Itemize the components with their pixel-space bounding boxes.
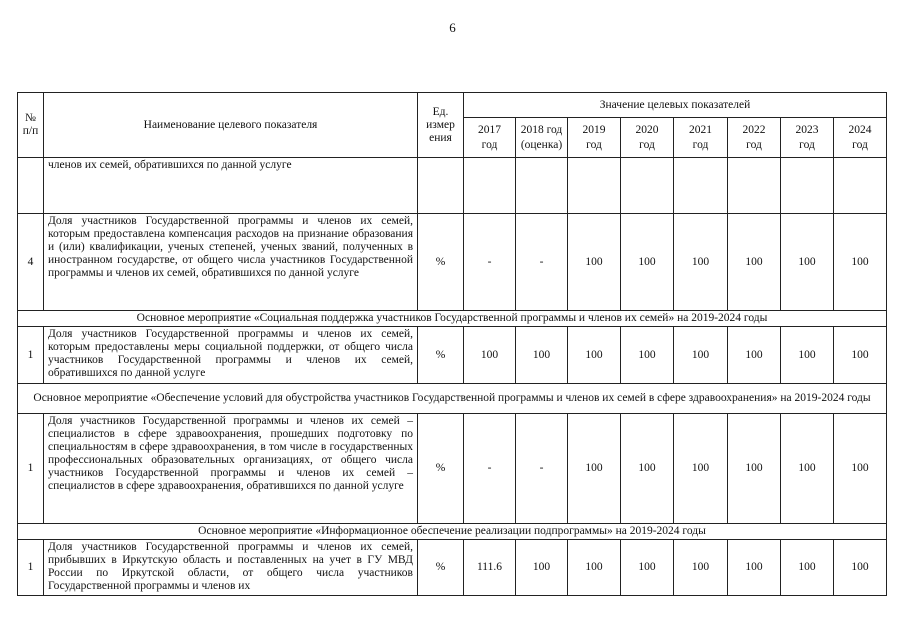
value-cell: 100 xyxy=(834,214,887,311)
row-num: 1 xyxy=(18,327,44,384)
value-cell: 100 xyxy=(834,414,887,524)
value-cell: 100 xyxy=(621,214,674,311)
header-year: 2018 год (оценка) xyxy=(516,118,568,158)
header-num: № п/п xyxy=(18,93,44,158)
unit-value: % xyxy=(418,540,464,596)
value-cell: 100 xyxy=(674,414,728,524)
header-name: Наименование целевого показателя xyxy=(44,93,418,158)
value-cell: 100 xyxy=(834,540,887,596)
header-year: 2017 год xyxy=(464,118,516,158)
header-year: 2021 год xyxy=(674,118,728,158)
indicator-text: Доля участников Государственной программы и членов их семей, которым предоставлена компенсация расходов на признание образования и (или) квалификации, ученых степеней, ученых званий, полученных в иностранном государстве, от общего числа участников Государственной программы и членов их семей, обратившихся по данной услуге xyxy=(44,214,418,311)
unit-value: % xyxy=(418,214,464,311)
value-cell: 100 xyxy=(781,214,834,311)
value-cell: 100 xyxy=(674,214,728,311)
header-year: 2022 год xyxy=(728,118,781,158)
value-cell: 100 xyxy=(464,327,516,384)
unit-cell xyxy=(418,158,464,214)
row-num-cell xyxy=(18,158,44,214)
value-cell: 100 xyxy=(621,327,674,384)
value-cell: 100 xyxy=(728,540,781,596)
section-title: Основное мероприятие «Обеспечение условий для обустройства участников Государственной программы и членов их семей в сфере здравоохранения» на 2019-2024 годы xyxy=(18,384,887,414)
table-row xyxy=(18,214,887,311)
value-cell: 100 xyxy=(568,540,621,596)
header-year: 2019 год xyxy=(568,118,621,158)
page-number: 6 xyxy=(449,20,456,35)
value-cell: 100 xyxy=(621,540,674,596)
value-cell: 100 xyxy=(568,327,621,384)
indicator-text: членов их семей, обратившихся по данной услуге xyxy=(44,158,418,214)
value-cell: 100 xyxy=(516,540,568,596)
table-row xyxy=(18,327,887,384)
value-cell: 100 xyxy=(674,540,728,596)
value-cell: - xyxy=(516,214,568,311)
indicator-text: Доля участников Государственной программы и членов их семей – специалистов в сфере здравоохранения, прошедших подготовку по специальностям в сфере здравоохранения, в том числе в государственных профессиональных образовательных организациях, от общего числа участников Государственной программы и членов их семей – специалистов в сфере здравоохранения, обратившихся по данной услуге xyxy=(44,414,418,524)
indicator-text: Доля участников Государственной программы и членов их семей, которым предоставлены меры социальной поддержки, от общего числа участников Государственной программы и членов их семей, обратившихся по данной услуге xyxy=(44,327,418,384)
indicator-text: Доля участников Государственной программы и членов их семей, прибывших в Иркутскую область и поставленных на учет в ГУ МВД России по Иркутской области, от общего числа участников Государственной программы и членов их xyxy=(44,540,418,596)
value-cell: 100 xyxy=(728,214,781,311)
value-cell: 100 xyxy=(728,327,781,384)
unit-value: % xyxy=(418,414,464,524)
value-cell: 100 xyxy=(621,414,674,524)
value-cell: 100 xyxy=(781,327,834,384)
value-cell: 100 xyxy=(781,540,834,596)
row-num: 1 xyxy=(18,540,44,596)
value-cell: 100 xyxy=(568,214,621,311)
value-cell: 100 xyxy=(834,327,887,384)
value-cell: - xyxy=(464,214,516,311)
header-values-group: Значение целевых показателей xyxy=(464,93,887,118)
value-cell: 100 xyxy=(516,327,568,384)
section-title: Основное мероприятие «Информационное обеспечение реализации подпрограммы» на 2019-2024 годы xyxy=(18,524,887,540)
value-cell: 111.6 xyxy=(464,540,516,596)
unit-value: % xyxy=(418,327,464,384)
table-row xyxy=(18,540,887,596)
value-cell: - xyxy=(516,414,568,524)
table-row xyxy=(18,414,887,524)
value-cell: 100 xyxy=(728,414,781,524)
value-cell: - xyxy=(464,414,516,524)
section-row xyxy=(18,384,887,414)
header-unit: Ед. измер ения xyxy=(418,93,464,158)
section-row xyxy=(18,524,887,540)
value-cell: 100 xyxy=(568,414,621,524)
section-row xyxy=(18,311,887,327)
header-year: 2024 год xyxy=(834,118,887,158)
row-num: 4 xyxy=(18,214,44,311)
value-cell: 100 xyxy=(781,414,834,524)
value-cell: 100 xyxy=(674,327,728,384)
row-num: 1 xyxy=(18,414,44,524)
header-year: 2020 год xyxy=(621,118,674,158)
header-year: 2023 год xyxy=(781,118,834,158)
target-indicators-table xyxy=(17,92,887,596)
table-row xyxy=(18,158,887,214)
section-title: Основное мероприятие «Социальная поддержка участников Государственной программы и членов их семей» на 2019-2024 годы xyxy=(18,311,887,327)
